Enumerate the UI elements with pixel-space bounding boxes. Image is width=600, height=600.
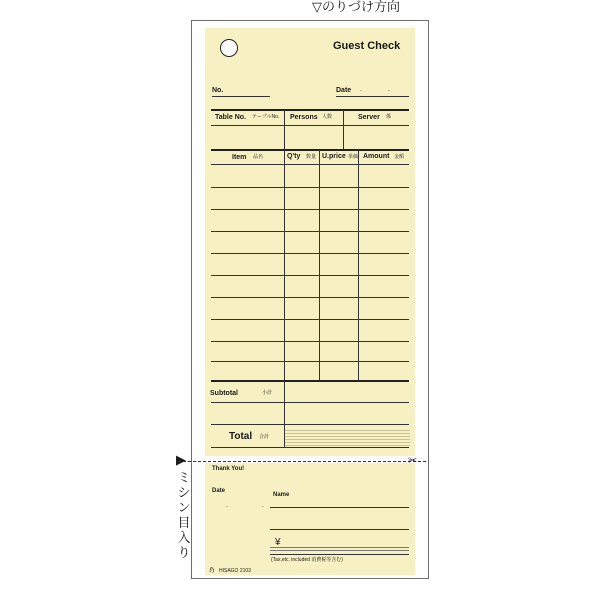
items-table-bottom	[211, 380, 409, 382]
perforation-line	[178, 461, 426, 462]
column-amount-label: Amount	[363, 153, 390, 160]
column-uprice-jp: 単価	[348, 154, 359, 160]
stub-line-2	[270, 529, 409, 530]
stub-date-dots: . .	[226, 502, 280, 509]
header-box-top	[211, 109, 409, 111]
items-table-top	[211, 149, 409, 151]
total-jp: 合計	[259, 434, 270, 440]
subtotal-divider	[284, 381, 285, 425]
item-row-line	[211, 341, 409, 342]
item-row-line	[211, 187, 409, 188]
check-title: Guest Check	[333, 40, 401, 52]
item-row-line	[211, 275, 409, 276]
server-jp: 係	[386, 114, 392, 120]
column-amount-jp: 金額	[394, 154, 405, 160]
perforation-marker: ▶	[176, 452, 186, 467]
total-amount-field	[285, 428, 410, 446]
header-divider-2	[343, 110, 344, 150]
column-item-jp: 品名	[253, 154, 264, 160]
total-divider	[284, 425, 285, 447]
column-item-label: Item	[232, 154, 247, 161]
server-label: Server	[358, 114, 380, 121]
stub-name-label: Name	[273, 492, 290, 498]
stub-yen-line-3	[270, 554, 409, 555]
item-row-line	[211, 319, 409, 320]
subtotal-line-2	[211, 424, 409, 425]
subtotal-jp: 小計	[262, 390, 273, 396]
item-row-line	[211, 253, 409, 254]
stub-date-label: Date	[212, 488, 226, 494]
subtotal-line	[211, 402, 409, 403]
stub-yen-line-1	[270, 547, 409, 548]
header-divider-1	[284, 110, 285, 150]
header-box-mid	[211, 125, 409, 126]
stub-name-line	[270, 507, 409, 508]
column-qty-label: Q'ty	[287, 153, 301, 160]
date-dots: . .	[360, 86, 402, 93]
perforation-note: ミシン目入り	[177, 470, 191, 560]
total-bottom-line	[211, 447, 409, 448]
total-label: Total	[229, 431, 253, 442]
item-row-line	[211, 231, 409, 232]
subtotal-label: Subtotal	[210, 390, 238, 397]
scissors-icon: ✂	[408, 455, 418, 467]
item-row-line	[211, 209, 409, 210]
hisago-logo: ℌ	[209, 567, 215, 574]
top-note: ▽のりづけ方向	[312, 0, 400, 14]
uprice-column-right	[358, 150, 359, 380]
column-qty-jp: 数量	[306, 154, 317, 160]
item-row-line	[211, 297, 409, 298]
items-header-line	[211, 164, 409, 165]
qty-column-right	[319, 150, 320, 380]
thank-you-label: Thank You!	[212, 466, 245, 472]
tax-note: (Tax,etc. included 消費税等含む)	[271, 557, 343, 563]
table-no-jp: テーブルNo.	[252, 114, 280, 120]
no-label: No.	[212, 87, 224, 94]
persons-jp: 人数	[322, 114, 333, 120]
item-row-line	[211, 361, 409, 362]
punch-hole	[220, 39, 238, 57]
stub-yen-line-2	[270, 550, 409, 551]
no-line	[212, 96, 270, 97]
qty-column-left	[284, 150, 285, 380]
product-code: HISAGO 2103	[219, 568, 251, 574]
table-no-label: Table No.	[215, 114, 246, 121]
persons-label: Persons	[290, 114, 318, 121]
date-label: Date	[336, 87, 352, 94]
stub-yen-sign: ¥	[275, 537, 281, 548]
date-line	[336, 96, 409, 97]
column-uprice-label: U.price	[322, 153, 346, 160]
